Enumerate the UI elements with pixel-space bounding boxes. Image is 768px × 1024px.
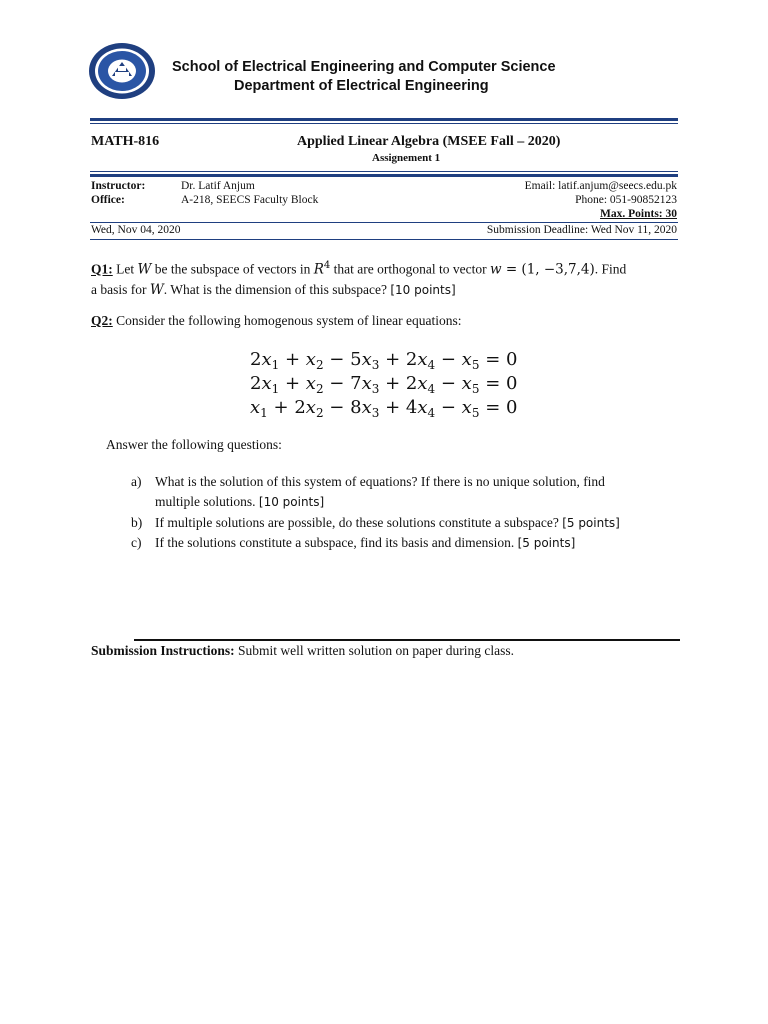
date-divider: [90, 239, 678, 240]
submission-divider: [134, 639, 680, 641]
course-divider-thick: [90, 174, 678, 177]
q1-text-1: Let: [112, 261, 138, 277]
school-name: School of Electrical Engineering and Computer Science: [172, 59, 556, 75]
max-points: Max. Points: 30: [600, 208, 677, 220]
department-name: Department of Electrical Engineering: [234, 78, 489, 94]
q2c-marker: c): [131, 535, 142, 550]
equation-2: $2x_1 + x_2 - 7x_3 + 2x_4 - x_5 = 0$: [250, 373, 518, 396]
q2c-points: [5 points]: [517, 536, 576, 550]
office-label: Office:: [91, 194, 125, 206]
q1-text-3: that are orthogonal to vector: [330, 261, 490, 277]
q1-subspace-symbol: W: [137, 261, 152, 278]
q2-text: Consider the following homogenous system of linear equations:: [112, 313, 462, 328]
q2a-text: What is the solution of this system of equations? If there is no unique solution, find: [155, 474, 605, 489]
course-title: Applied Linear Algebra (MSEE Fall – 2020): [297, 134, 561, 149]
q1-space-exponent: 4: [323, 260, 331, 271]
q1-vector-symbol: w: [489, 261, 502, 278]
equation-3: $x_1 + 2x_2 - 8x_3 + 4x_4 - x_5 = 0$: [250, 397, 518, 420]
meta-divider: [90, 222, 678, 223]
instructor-name: Dr. Latif Anjum: [181, 180, 255, 192]
q1-text-2: be the subspace of vectors in: [151, 261, 314, 277]
header-divider-thick: [90, 118, 678, 121]
q2a-points: [10 points]: [258, 495, 325, 509]
q2b-text: If multiple solutions are possible, do these solutions constitute a subspace?: [155, 515, 563, 530]
q1-points: [10 points]: [390, 282, 456, 297]
q2a-marker: a): [131, 474, 142, 489]
course-divider-thin: [90, 171, 678, 172]
q1-text-4: . Find: [594, 261, 627, 277]
university-seal-logo: [88, 42, 156, 100]
issue-date: Wed, Nov 04, 2020: [91, 224, 181, 236]
question-1: [91, 256, 681, 300]
q2-label: Q2:: [91, 313, 113, 328]
q2c-text: If the solutions constitute a subspace, find its basis and dimension.: [155, 535, 518, 550]
q1-space-symbol: R: [313, 261, 324, 278]
submission-instructions: [91, 643, 514, 659]
instructor-phone: Phone: 051-90852123: [575, 194, 677, 206]
q1-vector-value: = (1, −3,7,4): [501, 261, 595, 278]
q1-subspace-symbol-2: W: [149, 281, 164, 298]
answer-intro: Answer the following questions:: [106, 437, 282, 452]
submission-deadline: Submission Deadline: Wed Nov 11, 2020: [486, 224, 677, 236]
question-2: [91, 311, 681, 331]
q1-text-5: a basis for: [91, 281, 150, 297]
question-2c: [131, 533, 671, 553]
q2a-text-2: multiple solutions.: [155, 494, 259, 509]
question-2a: [131, 472, 671, 512]
header-divider-thin: [90, 123, 678, 124]
equation-1: $2x_1 + x_2 - 5x_3 + 2x_4 - x_5 = 0$: [250, 349, 518, 372]
submission-label: Submission Instructions:: [91, 643, 235, 658]
instructor-label: Instructor:: [91, 180, 146, 192]
office-location: A-218, SEECS Faculty Block: [181, 194, 319, 206]
q1-label: Q1:: [91, 261, 113, 277]
instructor-email: Email: latif.anjum@seecs.edu.pk: [524, 180, 677, 192]
question-2b: [131, 513, 671, 533]
course-code: MATH-816: [91, 134, 160, 149]
q2b-marker: b): [131, 515, 143, 530]
q2b-points: [5 points]: [562, 516, 620, 530]
assignment-title: Assignement 1: [372, 152, 441, 164]
q1-text-6: . What is the dimension of this subspace?: [163, 281, 391, 297]
submission-text: Submit well written solution on paper during class.: [234, 643, 515, 658]
